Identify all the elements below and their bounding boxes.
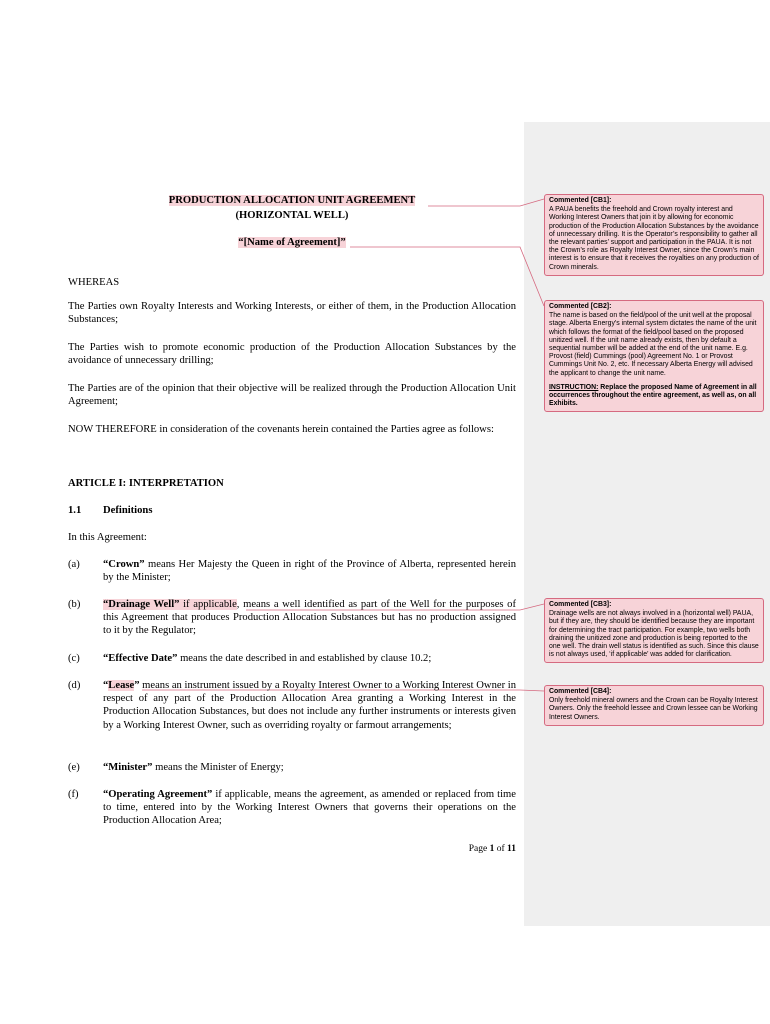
definition-text	[103, 598, 516, 638]
definition-text	[103, 679, 516, 732]
instruction-text: Replace the proposed Name of Agreement in all occurrences throughout the entire agreement, as well as, on all Exhibits.	[549, 383, 757, 408]
lease-highlight[interactable]: Lease	[108, 680, 135, 691]
definition-letter: (f)	[68, 789, 79, 800]
definition-term: “Crown”	[103, 559, 145, 570]
agreement-subtitle: (HORIZONTAL WELL)	[235, 210, 349, 221]
definition-term	[103, 680, 139, 691]
agreement-name	[68, 236, 516, 249]
definition-letter: (d)	[68, 680, 81, 691]
page-footer	[68, 843, 516, 856]
comment-title: Commented [CB3]:	[549, 601, 612, 608]
footer-page-total: 11	[507, 844, 516, 854]
comment-cb4[interactable]	[544, 685, 764, 726]
definitions-intro: In this Agreement:	[68, 532, 147, 543]
agreement-title	[68, 194, 516, 207]
comment-text: A PAUA benefits the freehold and Crown royalty interest and Working Interest Owners that join it by allowing for economic production of the Production Allocation Substances by the avoidance of unnecessary drilling. It is the Operator’s responsibility to gather all the relevant parties’ support and participation in the PAUA. It is not the Crown’s role as Royalty Interest Owner, since the Crown’s main interest is to ensure that it receives the royalties on any production of Crown minerals.	[549, 206, 759, 271]
footer-of: of	[494, 844, 508, 854]
comment-cb2[interactable]	[544, 300, 764, 412]
definition-term: “Drainage Well”	[103, 599, 180, 610]
definition-term: “Operating Agreement”	[103, 789, 213, 800]
definition-letter: (b)	[68, 599, 81, 610]
recital-3: The Parties are of the opinion that their objective will be realized through the Production Allocation Unit Agreement;	[68, 383, 516, 408]
definition-body: means the date described in and established by clause 10.2;	[177, 653, 432, 664]
definition-body: if applicable, means the agreement, as amended or replaced from time to time, entered into by the Working Interest Owners that governs their operations on the Production Allocation Area;	[103, 789, 516, 827]
recital-2: The Parties wish to promote economic production of the Production Allocation Substances by the avoidance of unnecessary drilling;	[68, 342, 516, 367]
comment-text: Drainage wells are not always involved in a (horizontal well) PAUA, but if they are, they should be identified because they are important for determining the tract participation. For example, two wells both draining the unitized zone and production is being reported to the one well. The drain well status is identified as such. Since this clause is not always used, ‘if applicable’ was added for clarification.	[549, 610, 759, 659]
quote-close: ”	[134, 680, 140, 691]
recital-1: The Parties own Royalty Interests and Working Interests, or either of them, in the Production Allocation Substances;	[68, 301, 516, 326]
comment-text: The name is based on the field/pool of the unit well at the proposal stage. Alberta Energy’s internal system dictates the name of the unit which follows the format of the field/pool based on the proposed unitized well. If the unit name already exists, then by default a sequential number will be added at the end of the unit name. E.g. Provost (field) Cummings (pool) Agreement No. 1 or Provost Cummings Unit No. 2, etc. If necessary Alberta Energy will advised the applicant to change the unit name.	[549, 312, 757, 377]
agreement-name-highlight[interactable]: “[Name of Agreement]”	[238, 237, 346, 248]
article-heading: ARTICLE I: INTERPRETATION	[68, 478, 224, 489]
agreement-title-highlight[interactable]: PRODUCTION ALLOCATION UNIT AGREEMENT	[168, 195, 416, 206]
definition-text	[103, 788, 516, 828]
definition-body: means Her Majesty the Queen in right of the Province of Alberta, represented herein by the Minister;	[103, 559, 516, 584]
definition-letter: (c)	[68, 653, 80, 664]
comment-title: Commented [CB2]:	[549, 303, 612, 310]
comment-instruction	[549, 384, 759, 409]
definition-text	[103, 652, 516, 665]
footer-prefix: Page	[468, 844, 490, 854]
definition-term: “Minister”	[103, 762, 153, 773]
drainage-well-highlight[interactable]	[103, 599, 237, 610]
recital-4: NOW THEREFORE in consideration of the covenants herein contained the Parties agree as follows:	[68, 424, 494, 435]
comment-title: Commented [CB1]:	[549, 197, 612, 204]
definition-letter: (a)	[68, 559, 80, 570]
definition-text	[103, 558, 516, 584]
footer-page-number: 1	[489, 844, 495, 854]
definition-body: , means a well identified as part of the Well for the purposes of this Agreement that produces Production Allocation Substances but has no production assigned to it by the Regulator;	[103, 599, 517, 637]
section-title: Definitions	[103, 505, 153, 516]
definition-body: means the Minister of Energy;	[152, 762, 284, 773]
section-number: 1.1	[68, 505, 82, 516]
quote-open: “	[103, 680, 109, 691]
definition-text	[103, 761, 516, 774]
comment-cb1[interactable]	[544, 194, 764, 276]
comment-text: Only freehold mineral owners and the Crown can be Royalty Interest Owners. Only the freehold lessee and Crown lessee can be Working Interest Owners.	[549, 697, 758, 721]
instruction-label: INSTRUCTION:	[549, 383, 599, 391]
definition-body: means an instrument issued by a Royalty Interest Owner to a Working Interest Owner in respect of any part of the Production Allocation Area granting a Working Interest in the Production Allocation Substances, but does not include any further instruments or interests given by a Working Interest Owner, such as overriding royalty or farmout arrangements;	[103, 680, 516, 731]
definition-letter: (e)	[68, 762, 80, 773]
comment-cb3[interactable]	[544, 598, 764, 663]
comment-title: Commented [CB4]:	[549, 688, 612, 695]
definition-term: “Effective Date”	[103, 653, 178, 664]
definition-extra: if applicable	[179, 599, 237, 610]
whereas-heading: WHEREAS	[68, 277, 120, 288]
